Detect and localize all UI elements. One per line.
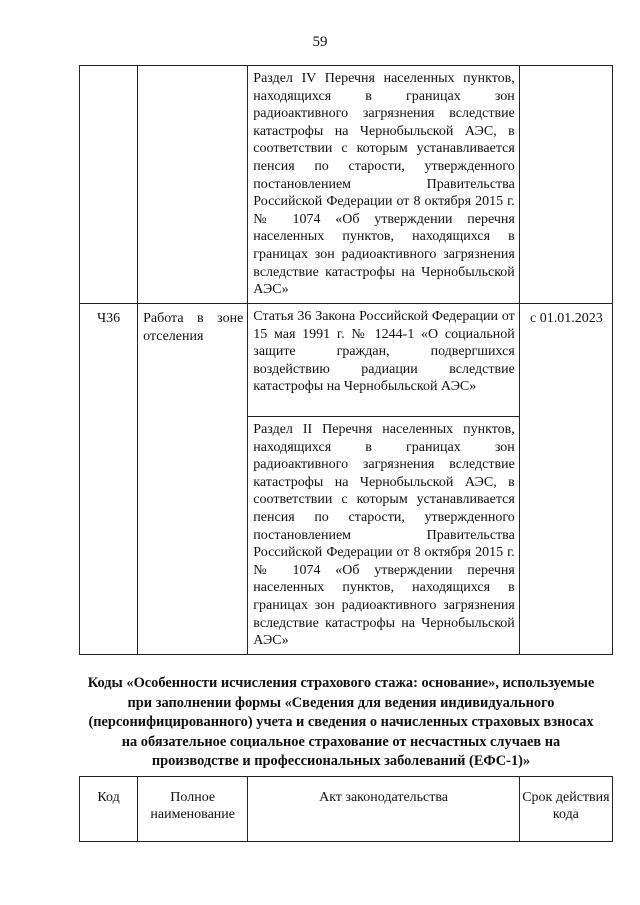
code-cell: Ч36 [80,304,138,655]
name-cell: Работа в зоне отселения [138,304,248,655]
term-cell [519,66,612,304]
codes-table-continuation [79,65,613,655]
code-cell [80,66,138,304]
page-number: 59 [312,34,328,50]
name-cell [138,66,248,304]
header-act: Акт законодательства [248,777,520,842]
header-row [80,777,613,842]
act-cell: Раздел II Перечня населенных пунктов, находящихся в границах зон радиоактивного загрязнения вследствие катастрофы на Чернобыльской АЭС, в соответствии с которым устанавливается пенсия по старости, утвержденного постановлением Правительства Российской Федерации от 8 октября 2015 г. № 1074 «Об утверждении перечня населенных пунктов, находящихся в границах зон радиоактивного загрязнения вследствие катастрофы на Чернобыльской АЭС» [248,417,520,655]
section-heading: Коды «Особенности исчисления страхового стажа: основание», используемые при заполнении формы «Сведения для ведения индивидуального (персонифицированного) учета и сведения о начисленных страховых взносах на обязательное социальное страхование от несчастных случаев на производстве и профессиональных заболеваний (ЕФС-1)» [87,675,595,770]
header-term: Срок действия кода [519,777,612,842]
header-name: Полное наименование [138,777,248,842]
term-cell: с 01.01.2023 [519,304,612,655]
act-cell: Статья 36 Закона Российской Федерации от 15 мая 1991 г. № 1244-1 «О социальной защите граждан, подвергшихся воздействию радиации вследствие катастрофы на Чернобыльской АЭС» [248,304,520,417]
table-row [80,304,613,417]
table-row [80,66,613,304]
header-code: Код [80,777,138,842]
act-cell: Раздел IV Перечня населенных пунктов, находящихся в границах зон радиоактивного загрязнения вследствие катастрофы на Чернобыльской АЭС, в соответствии с которым устанавливается пенсия по старости, утвержденного постановлением Правительства Российской Федерации от 8 октября 2015 г. № 1074 «Об утверждении перечня населенных пунктов, находящихся в границах зон радиоактивного загрязнения вследствие катастрофы на Чернобыльской АЭС» [248,66,520,304]
codes-table-header [79,776,613,842]
